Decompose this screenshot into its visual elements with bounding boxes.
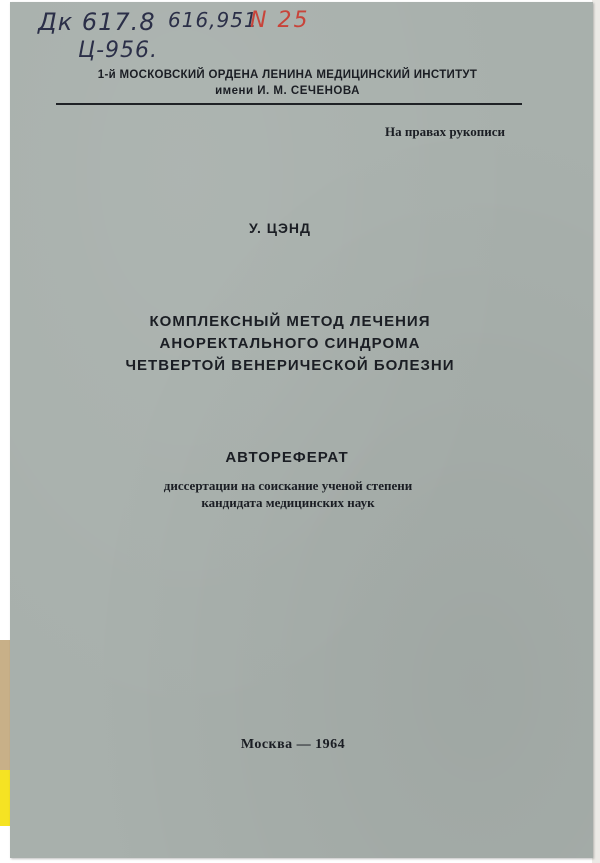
author-name: У. ЦЭНД	[248, 220, 311, 236]
handwritten-dk-code: Дк 617.8	[38, 8, 156, 36]
institution-name: 1-й МОСКОВСКИЙ ОРДЕНА ЛЕНИНА МЕДИЦИНСКИЙ ИНСТИТУТ	[97, 69, 478, 81]
rights-note: На правах рукописи	[385, 124, 505, 139]
document-type: АВТОРЕФЕРАТ	[225, 449, 349, 466]
title-line-3: ЧЕТВЕРТОЙ ВЕНЕРИЧЕСКОЙ БОЛЕЗНИ	[125, 357, 455, 374]
handwritten-udc-code: 616,951	[168, 8, 258, 32]
title-line-2: АНОРЕКТАЛЬНОГО СИНДРОМА	[159, 335, 421, 352]
institution-eponym: имени И. М. СЕЧЕНОВА	[215, 85, 360, 97]
imprint: Москва — 1964	[240, 737, 346, 752]
title-line-1: КОМПЛЕКСНЫЙ МЕТОД ЛЕЧЕНИЯ	[149, 313, 431, 330]
dissertation-line-1: диссертации на соискание ученой степени	[163, 478, 413, 493]
header-rule	[56, 103, 522, 105]
scan-right-margin	[592, 0, 600, 863]
handwritten-number: N 25	[250, 8, 310, 33]
document-cover	[10, 2, 593, 858]
handwritten-shelf-code: Ц-956.	[78, 38, 159, 63]
dissertation-line-2: кандидата медицинских наук	[201, 495, 375, 510]
